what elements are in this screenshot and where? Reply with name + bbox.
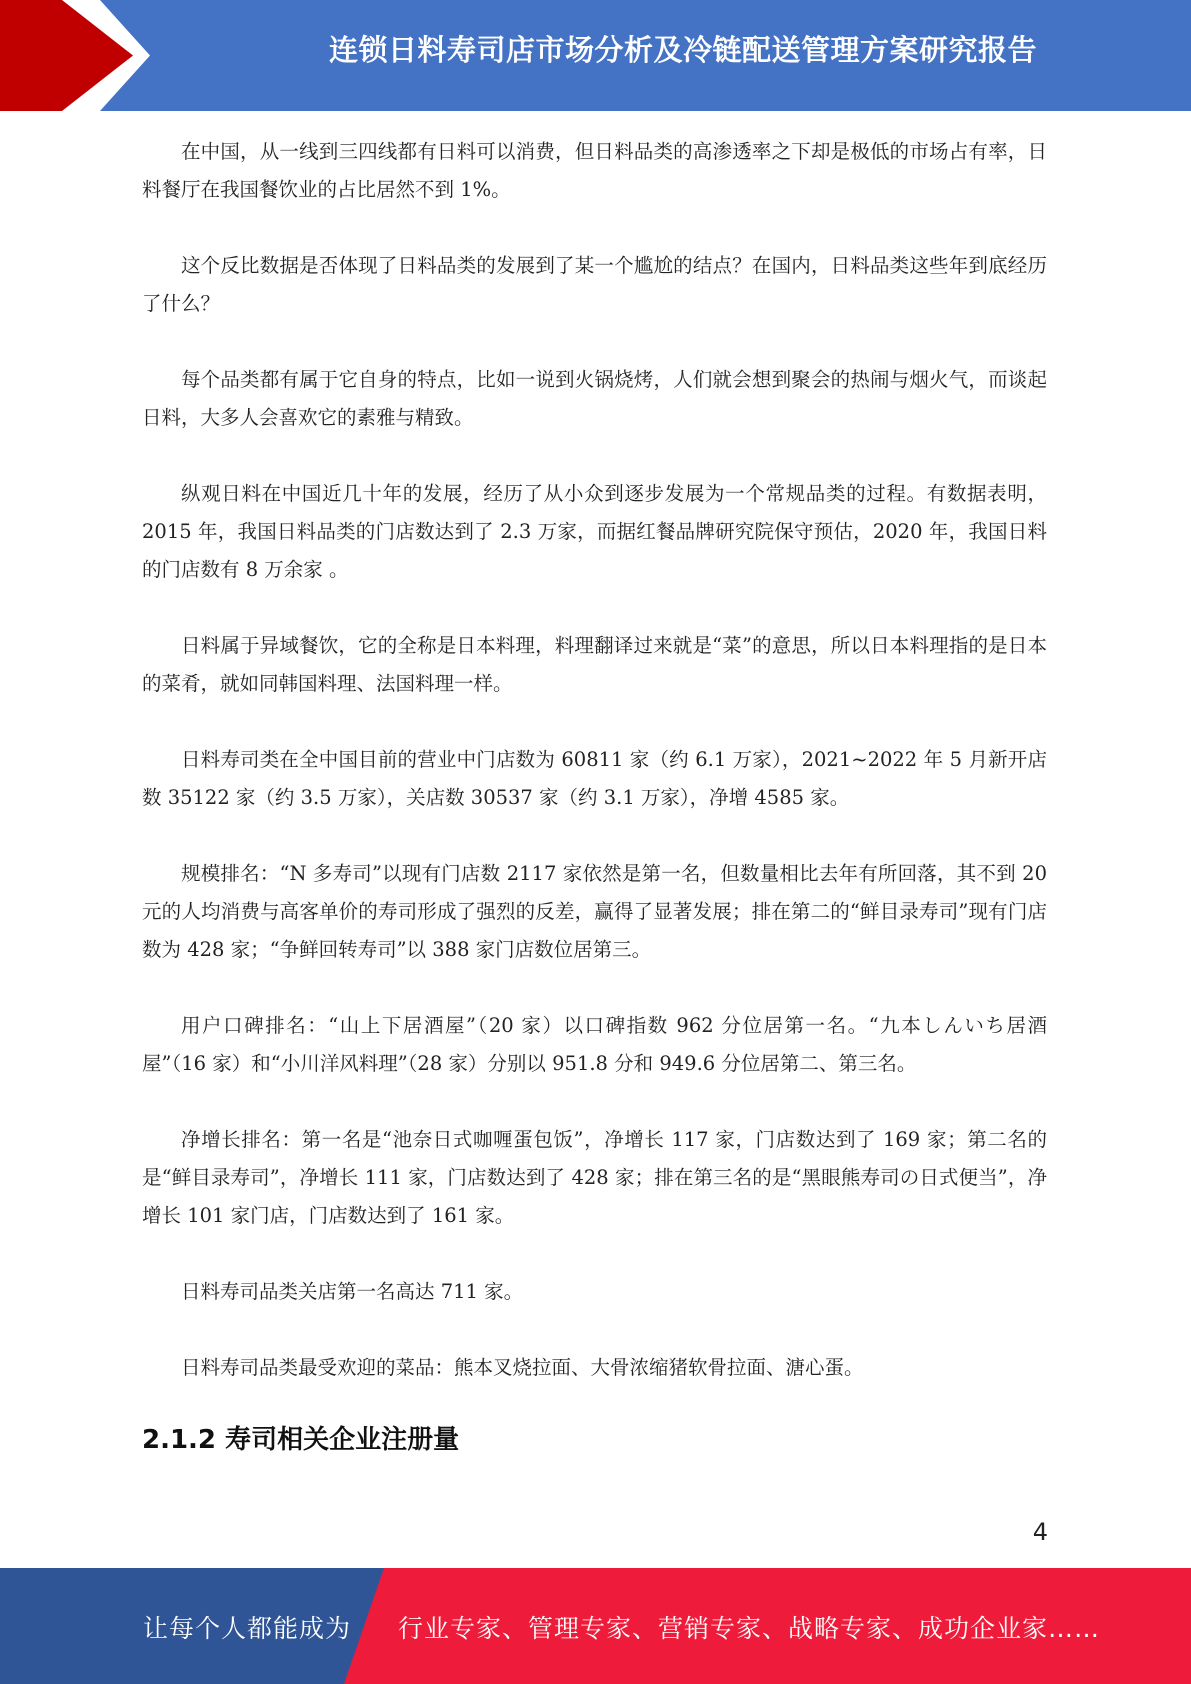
paragraph: 用户口碑排名：“山上下居酒屋”（20 家）以口碑指数 962 分位居第一名。“九本しんいち居酒屋”（16 家）和“小川洋风料理”（28 家）分别以 951.8 分和 949.6 分位居第二、第三名。 xyxy=(142,1014,1047,1075)
paragraph: 日料属于异域餐饮，它的全称是日本料理，料理翻译过来就是“菜”的意思，所以日本料理指的是日本的菜肴，就如同韩国料理、法国料理一样。 xyxy=(142,634,1047,695)
paragraph: 每个品类都有属于它自身的特点，比如一说到火锅烧烤，人们就会想到聚会的热闹与烟火气，而谈起日料，大多人会喜欢它的素雅与精致。 xyxy=(142,368,1047,429)
paragraph: 日料寿司品类关店第一名高达 711 家。 xyxy=(181,1280,524,1303)
paragraph: 日料寿司类在全中国目前的营业中门店数为 60811 家（约 6.1 万家），2021~2022 年 5 月新开店数 35122 家（约 3.5 万家），关店数 30537 家（约 3.1 万家），净增 4585 家。 xyxy=(142,748,1047,809)
paragraph: 规模排名：“N 多寿司”以现有门店数 2117 家依然是第一名，但数量相比去年有所回落，其不到 20 元的人均消费与高客单价的寿司形成了强烈的反差，赢得了显著发展；排在第二的“鲜目录寿司”现有门店数为 428 家；“争鲜回转寿司”以 388 家门店数位居第三。 xyxy=(142,862,1047,961)
header-red-chevron xyxy=(0,0,160,111)
paragraph: 这个反比数据是否体现了日料品类的发展到了某一个尴尬的结点？在国内，日料品类这些年到底经历了什么？ xyxy=(142,254,1047,315)
page-number: 4 xyxy=(1032,1518,1048,1546)
paragraph: 纵观日料在中国近几十年的发展，经历了从小众到逐步发展为一个常规品类的过程。有数据表明，2015 年，我国日料品类的门店数达到了 2.3 万家，而据红餐品牌研究院保守预估，2020 年，我国日料的门店数有 8 万余家 。 xyxy=(142,482,1047,581)
report-title: 连锁日料寿司店市场分析及冷链配送管理方案研究报告 xyxy=(328,33,1037,67)
paragraph: 日料寿司品类最受欢迎的菜品：熊本叉烧拉面、大骨浓缩猪软骨拉面、溏心蛋。 xyxy=(181,1356,864,1379)
page-footer xyxy=(0,1568,1191,1684)
section-heading: 2.1.2 寿司相关企业注册量 xyxy=(142,1425,460,1455)
paragraph: 在中国，从一线到三四线都有日料可以消费，但日料品类的高渗透率之下却是极低的市场占有率，日料餐厅在我国餐饮业的占比居然不到 1%。 xyxy=(142,140,1047,201)
page-header xyxy=(0,0,1191,111)
footer-slogan-right: 行业专家、管理专家、营销专家、战略专家、成功企业家…… xyxy=(398,1614,1101,1643)
main-content xyxy=(142,133,1047,1425)
paragraph: 净增长排名：第一名是“池奈日式咖喱蛋包饭”，净增长 117 家，门店数达到了 169 家；第二名的是“鲜目录寿司”，净增长 111 家，门店数达到了 428 家；排在第三名的是“黑眼熊寿司の日式便当”，净增长 101 家门店，门店数达到了 161 家。 xyxy=(142,1128,1047,1227)
footer-slogan-left: 让每个人都能成为 xyxy=(143,1614,352,1643)
